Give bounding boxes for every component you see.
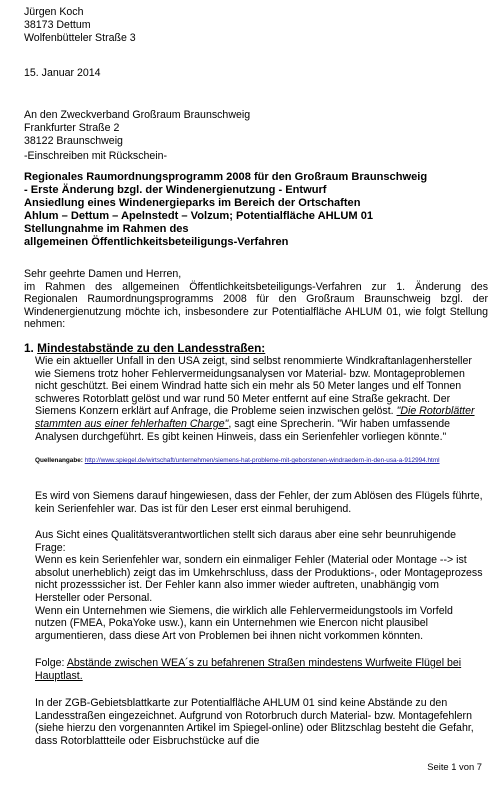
- recipient-line-3: 38122 Braunschweig: [24, 135, 123, 147]
- sender-name: Jürgen Koch: [24, 6, 84, 18]
- source-link[interactable]: http://www.spiegel.de/wirtschaft/unternehmen/siemens-hat-probleme-mit-geborstenen-windraedern-in-den-usa-a-912994.html: [84, 457, 440, 464]
- recipient-address: [24, 109, 250, 148]
- subject-line: Ansiedlung eines Windenergieparks im Bereich der Ortschaften: [24, 196, 361, 209]
- letter-date: 15. Januar 2014: [24, 67, 101, 79]
- paragraph: In der ZGB-Gebietsblattkarte zur Potentialfläche AHLUM 01 sind keine Abstände zu den Landesstraßen eingezeichnet. Aufgrund von Rotorbruch durch Material- bzw. Montagefehlern (siehe hierzu den vorgenannten Artikel im Spiegel-online) oder Blitzschlag besteht die Gefahr, dass Rotorblattteile oder Eisbruchstücke auf die: [35, 697, 474, 747]
- sender-address: [24, 6, 136, 45]
- registered-mail-note: -Einschreiben mit Rückschein-: [24, 150, 168, 162]
- subject-line: - Erste Änderung bzgl. der Windenergienutzung - Entwurf: [24, 183, 327, 196]
- section-text: , sagt eine Sprecherin. "Wir haben umfassende Analysen durchgeführt. Es gibt keinen Hinweis, dass ein Serienfehler vorliegen könnte.": [35, 417, 451, 443]
- salutation: Sehr geehrte Damen und Herren,: [24, 268, 182, 280]
- section-number: 1.: [24, 341, 34, 355]
- paragraph-line: Wenn es kein Serienfehler war, sondern ein einmaliger Fehler (Material oder Montage --> ist absolut unerheblich) zeigt das im Umkehrschluss, dass der Produktions-, oder Montageprozess nicht prozesssicher ist. Der Fehler kann also immer wieder auftreten, unabhängig vom Hersteller oder Personal.: [35, 554, 483, 604]
- conclusion: [35, 657, 485, 682]
- sender-city: 38173 Dettum: [24, 19, 91, 31]
- conclusion-text: Abstände zwischen WEA´s zu befahrenen Straßen mindestens Wurfweite Flügel bei Hauptlast.: [35, 657, 462, 682]
- paragraph: Es wird von Siemens darauf hingewiesen, dass der Fehler, der zum Ablösen des Flügels führte, kein Serienfehler war. Das ist für den Leser erst einmal beruhigend.: [35, 490, 483, 515]
- paragraph-line: Wenn ein Unternehmen wie Siemens, die wirklich alle Fehlervermeidungstools im Vorfeld nutzen (FMEA, PokaYoke usw.), kann ein Unternehmen wie Enercon nicht plausibel argumentieren, dass diese Art von Problemen bei ihnen nicht vorkommen könnten.: [35, 604, 453, 642]
- section-heading: [24, 341, 494, 355]
- subject-line: Stellungnahme im Rahmen des: [24, 222, 189, 235]
- paragraph-line: Aus Sicht eines Qualitätsverantwortlichen stellt sich daraus aber eine sehr beunruhigende Frage:: [35, 529, 457, 554]
- paragraph: [35, 529, 485, 642]
- subject-block: [24, 171, 494, 248]
- intro-paragraph: im Rahmen des allgemeinen Öffentlichkeitsbeteiligungs-Verfahren zur 1. Änderung des Regionalen Raumordnungsprogramms 2008 für den Großraum Braunschweig bzgl. der Windenergienutzung möchte ich, insbesondere zur Potentialfläche AHLUM 01, wie folgt Stellung nehmen:: [24, 280, 488, 331]
- subject-line: Regionales Raumordnungsprogramm 2008 für den Großraum Braunschweig: [24, 171, 428, 183]
- conclusion-label: Folge:: [35, 657, 67, 669]
- spokesperson-quote: "Die Rotorblätter stammten aus einer fehlerhaften Charge": [35, 405, 475, 430]
- page-number: Seite 1 von 7: [427, 761, 482, 772]
- subject-line: allgemeinen Öffentlichkeitsbeteiligungs-Verfahren: [24, 235, 289, 248]
- section-1: [24, 341, 494, 443]
- source-reference: [35, 457, 485, 465]
- sender-street: Wolfenbütteler Straße 3: [24, 32, 136, 44]
- section-title: Mindestabstände zu den Landesstraßen:: [37, 341, 266, 355]
- recipient-line-2: Frankfurter Straße 2: [24, 122, 120, 134]
- subject-line: Ahlum – Dettum – Apelnstedt – Volzum; Potentialfläche AHLUM 01: [24, 209, 374, 222]
- recipient-line-1: An den Zweckverband Großraum Braunschweig: [24, 109, 251, 121]
- source-label: Quellenangabe:: [35, 457, 85, 464]
- section-body: [35, 355, 483, 443]
- section-text: Wie ein aktueller Unfall in den USA zeigt, sind selbst renommierte Windkraftanlagenhersteller wie Siemens trotz hoher Fehlervermeidungsanalysen vor Material- bzw. Montageproblemen nicht geschützt. Bei einem Windrad hatte sich ein mehr als 50 Meter langes und elf Tonnen schweres Rotorblatt gelöst und war rund 50 Meter entfernt auf eine Straße gekracht. Der Siemens Konzern erklärt auf Anfrage, die Probleme seien inzwischen gelöst.: [35, 355, 472, 418]
- salutation-block: [24, 268, 488, 331]
